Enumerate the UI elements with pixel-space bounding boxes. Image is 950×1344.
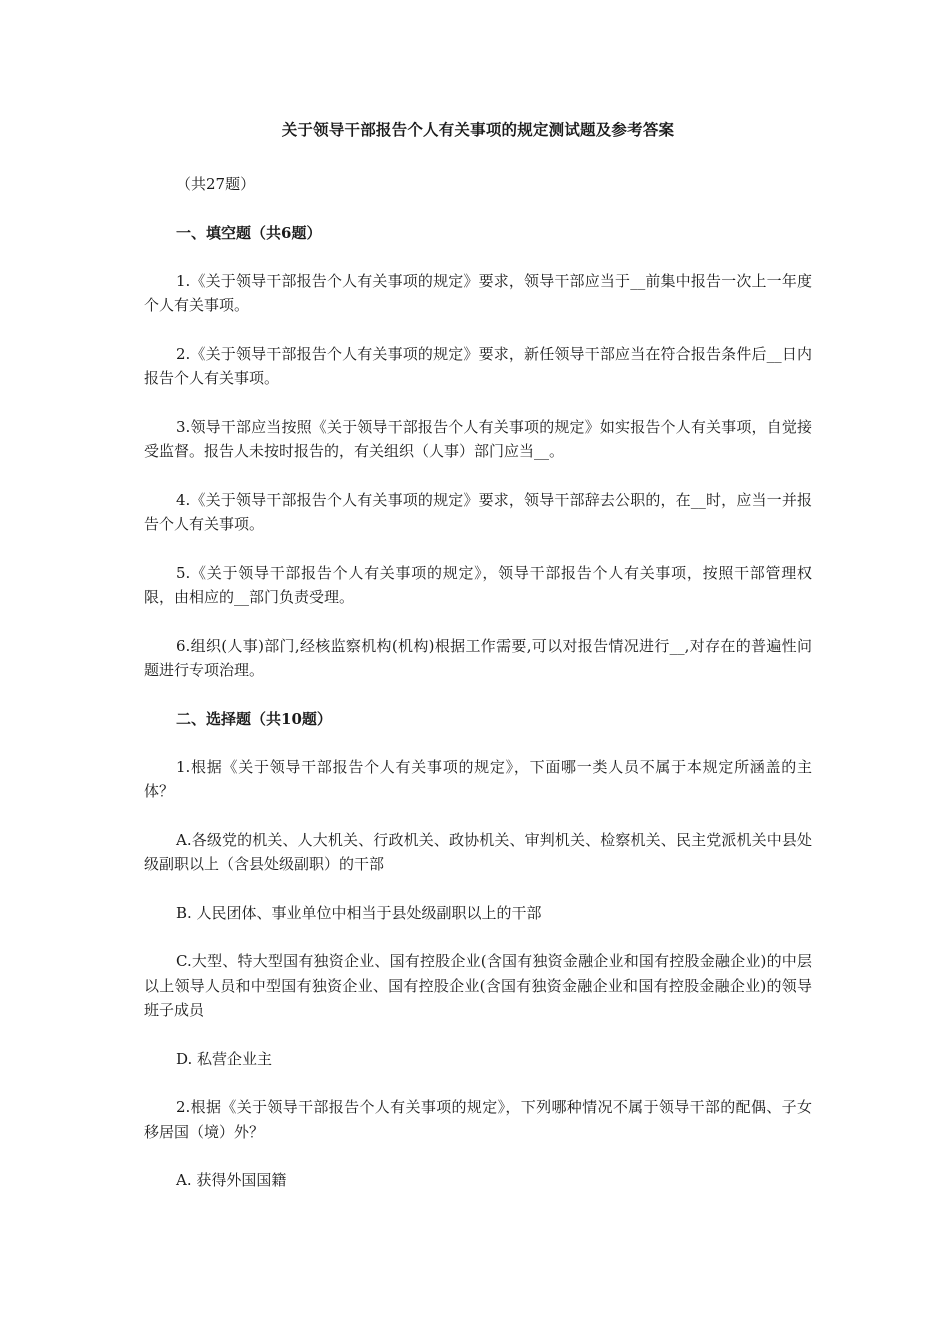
fill-question-5: 5.《关于领导干部报告个人有关事项的规定》，领导干部报告个人有关事项，按照干部管理权限，由相应的__部门负责受理。 bbox=[144, 563, 812, 606]
choice-question-1-option-a: A.各级党的机关、人大机关、行政机关、政协机关、审判机关、检察机关、民主党派机关中县处级副职以上（含县处级副职）的干部 bbox=[144, 830, 812, 873]
section-heading-fill-in: 一、填空题（共6题） bbox=[176, 223, 322, 242]
fill-question-3: 3.领导干部应当按照《关于领导干部报告个人有关事项的规定》如实报告个人有关事项，自觉接受监督。报告人未按时报告的，有关组织（人事）部门应当__。 bbox=[144, 417, 812, 460]
choice-question-2-stem: 2.根据《关于领导干部报告个人有关事项的规定》，下列哪种情况不属于领导干部的配偶、子女移居国（境）外？ bbox=[144, 1098, 812, 1141]
section-heading-choice: 二、选择题（共10题） bbox=[176, 709, 332, 728]
choice-question-1-stem: 1.根据《关于领导干部报告个人有关事项的规定》，下面哪一类人员不属于本规定所涵盖的主体？ bbox=[144, 757, 812, 800]
choice-question-1-option-d: D. 私营企业主 bbox=[176, 1049, 273, 1068]
fill-question-6: 6.组织(人事)部门,经核监察机构(机构)根据工作需要,可以对报告情况进行__,对存在的普遍性问题进行专项治理。 bbox=[144, 636, 812, 679]
fill-question-2: 2.《关于领导干部报告个人有关事项的规定》要求，新任领导干部应当在符合报告条件后__日内报告个人有关事项。 bbox=[144, 344, 812, 387]
question-count: （共27题） bbox=[176, 175, 256, 193]
document-page bbox=[144, 118, 812, 1217]
document-title: 关于领导干部报告个人有关事项的规定测试题及参考答案 bbox=[281, 120, 675, 139]
choice-question-1-option-b: B. 人民团体、事业单位中相当于县处级副职以上的干部 bbox=[176, 903, 542, 922]
choice-question-1-option-c: C.大型、特大型国有独资企业、国有控股企业(含国有独资金融企业和国有控股金融企业)的中层以上领导人员和中型国有独资企业、国有控股企业(含国有独资金融企业和国有控股金融企业)的领导班子成员 bbox=[144, 952, 812, 1019]
fill-question-4: 4.《关于领导干部报告个人有关事项的规定》要求，领导干部辞去公职的，在__时，应当一并报告个人有关事项。 bbox=[144, 490, 812, 533]
choice-question-2-option-a: A. 获得外国国籍 bbox=[176, 1171, 287, 1189]
fill-question-1: 1.《关于领导干部报告个人有关事项的规定》要求，领导干部应当于__前集中报告一次上一年度个人有关事项。 bbox=[144, 271, 812, 314]
